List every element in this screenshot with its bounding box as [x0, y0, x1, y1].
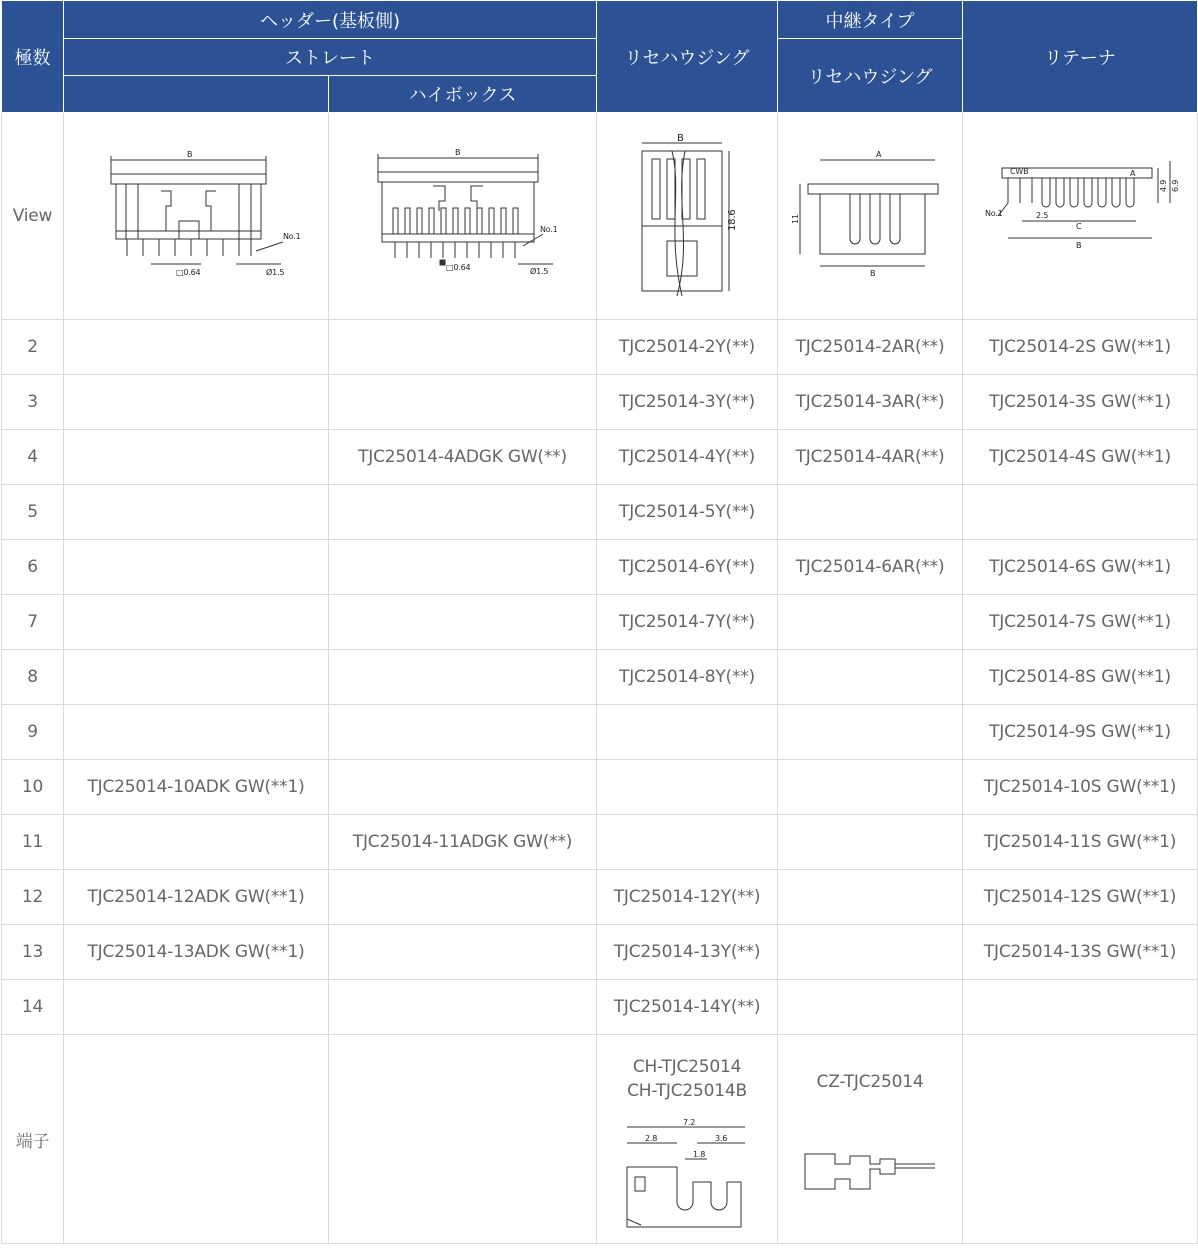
poles-cell: 7	[2, 595, 64, 650]
header-receptacle-housing: リセハウジング	[597, 1, 778, 113]
receptacle-cell	[597, 815, 778, 870]
receptacle-cell: TJC25014-13Y(**)	[597, 925, 778, 980]
relay-cell	[778, 705, 963, 760]
straight-cell	[64, 430, 329, 485]
receptacle-cell: TJC25014-3Y(**)	[597, 375, 778, 430]
straight-cell	[64, 375, 329, 430]
header-relay-receptacle-housing: リセハウジング	[778, 39, 963, 113]
relay-cell	[778, 980, 963, 1035]
table-row	[2, 925, 1198, 980]
hibox-cell	[329, 320, 597, 375]
hibox-cell	[329, 870, 597, 925]
terminal-row	[2, 1035, 1198, 1244]
header-relay-type: 中継タイプ	[778, 1, 963, 39]
hibox-cell	[329, 375, 597, 430]
terminal-dim-right: 3.6	[715, 1134, 728, 1143]
receptacle-housing-drawing	[627, 131, 747, 301]
relay-dim-b-label: B	[870, 269, 876, 278]
straight-cell	[64, 320, 329, 375]
receptacle-cell: TJC25014-12Y(**)	[597, 870, 778, 925]
hibox-cell	[329, 485, 597, 540]
poles-cell: 8	[2, 650, 64, 705]
terminal-retainer-cell	[963, 1035, 1198, 1244]
retainer-cell: TJC25014-2S GW(**1)	[963, 320, 1198, 375]
retainer-height-1-label: 4.9	[1159, 179, 1169, 192]
retainer-drawing-cell	[963, 113, 1198, 320]
table-row	[2, 870, 1198, 925]
relay-cell	[778, 595, 963, 650]
straight-dia-label: Ø1.5	[266, 268, 285, 277]
table-row	[2, 705, 1198, 760]
terminal-receptacle-part-1: CH-TJC25014	[632, 1057, 742, 1077]
hibox-cell: TJC25014-4ADGK GW(**)	[329, 430, 597, 485]
hibox-header-drawing-cell	[329, 113, 597, 320]
receptacle-cell	[597, 760, 778, 815]
hibox-cell	[329, 980, 597, 1035]
retainer-pitch-label: 2.5	[1036, 211, 1049, 220]
hibox-cell	[329, 705, 597, 760]
receptacle-cell: TJC25014-2Y(**)	[597, 320, 778, 375]
straight-header-drawing-cell	[64, 113, 329, 320]
header-board-side: ヘッダー(基板側)	[64, 1, 597, 39]
receptacle-cell	[597, 705, 778, 760]
header-poles: 極数	[2, 1, 64, 113]
straight-square-label: □0.64	[176, 268, 201, 277]
retainer-cell: TJC25014-11S GW(**1)	[963, 815, 1198, 870]
relay-cell	[778, 485, 963, 540]
retainer-cell	[963, 485, 1198, 540]
table-row	[2, 650, 1198, 705]
terminal-dim-total: 7.2	[683, 1119, 696, 1127]
receptacle-dim-b-label: B	[677, 133, 684, 144]
terminal-receptacle-part-2: CH-TJC25014B	[627, 1081, 747, 1101]
view-row	[2, 113, 1198, 320]
hibox-cell: TJC25014-11ADGK GW(**)	[329, 815, 597, 870]
hibox-dim-b-label: B	[454, 148, 460, 157]
straight-cell	[64, 595, 329, 650]
table-row	[2, 320, 1198, 375]
hibox-dia-label: Ø1.5	[529, 267, 548, 276]
relay-cell: TJC25014-2AR(**)	[778, 320, 963, 375]
retainer-dim-b-label: B	[1076, 241, 1082, 250]
retainer-drawing	[980, 156, 1180, 276]
retainer-height-2-label: 6.9	[1171, 179, 1181, 192]
straight-dim-b-label: B	[187, 150, 193, 159]
straight-cell: TJC25014-10ADK GW(**1)	[64, 760, 329, 815]
header-retainer: リテーナ	[963, 1, 1198, 113]
poles-cell: 2	[2, 320, 64, 375]
table-row	[2, 760, 1198, 815]
table-row	[2, 980, 1198, 1035]
relay-height-label: 11	[791, 214, 801, 224]
table-row	[2, 430, 1198, 485]
terminal-dim-left: 2.8	[645, 1134, 658, 1143]
relay-cell: TJC25014-6AR(**)	[778, 540, 963, 595]
relay-cell	[778, 815, 963, 870]
retainer-cell: TJC25014-3S GW(**1)	[963, 375, 1198, 430]
terminal-hibox-cell	[329, 1035, 597, 1244]
relay-dim-a-label: A	[876, 150, 882, 159]
hibox-no1-label: No.1	[539, 225, 558, 234]
retainer-cell: TJC25014-9S GW(**1)	[963, 705, 1198, 760]
receptacle-terminal-drawing	[617, 1119, 757, 1229]
retainer-cell: TJC25014-13S GW(**1)	[963, 925, 1198, 980]
receptacle-cell: TJC25014-4Y(**)	[597, 430, 778, 485]
table-row	[2, 815, 1198, 870]
hibox-square-label: □0.64	[445, 263, 470, 272]
terminal-receptacle-cell	[597, 1035, 778, 1244]
terminal-relay-cell	[778, 1035, 963, 1244]
retainer-cell: TJC25014-6S GW(**1)	[963, 540, 1198, 595]
relay-cell	[778, 760, 963, 815]
poles-cell: 12	[2, 870, 64, 925]
poles-cell: 14	[2, 980, 64, 1035]
straight-cell: TJC25014-12ADK GW(**1)	[64, 870, 329, 925]
hibox-cell	[329, 925, 597, 980]
relay-cell	[778, 925, 963, 980]
receptacle-cell: TJC25014-6Y(**)	[597, 540, 778, 595]
table-row	[2, 375, 1198, 430]
hibox-header-drawing	[358, 146, 568, 286]
relay-receptacle-drawing	[790, 146, 950, 286]
hibox-cell	[329, 595, 597, 650]
straight-cell	[64, 815, 329, 870]
relay-terminal-drawing	[795, 1134, 945, 1214]
straight-cell	[64, 485, 329, 540]
retainer-cell: TJC25014-10S GW(**1)	[963, 760, 1198, 815]
header-hi-box: ハイボックス	[329, 76, 597, 113]
retainer-cell	[963, 980, 1198, 1035]
poles-cell: 9	[2, 705, 64, 760]
retainer-cell: TJC25014-4S GW(**1)	[963, 430, 1198, 485]
view-label: View	[2, 113, 64, 320]
straight-cell: TJC25014-13ADK GW(**1)	[64, 925, 329, 980]
poles-cell: 6	[2, 540, 64, 595]
straight-header-drawing	[91, 146, 301, 286]
retainer-cell: TJC25014-12S GW(**1)	[963, 870, 1198, 925]
receptacle-cell: TJC25014-14Y(**)	[597, 980, 778, 1035]
terminal-dim-small: 1.8	[693, 1150, 706, 1159]
terminal-straight-cell	[64, 1035, 329, 1244]
poles-cell: 3	[2, 375, 64, 430]
terminal-label: 端子	[2, 1035, 64, 1244]
table-row	[2, 595, 1198, 650]
hibox-cell	[329, 540, 597, 595]
poles-cell: 13	[2, 925, 64, 980]
receptacle-cell: TJC25014-7Y(**)	[597, 595, 778, 650]
retainer-cell: TJC25014-8S GW(**1)	[963, 650, 1198, 705]
straight-cell	[64, 540, 329, 595]
relay-cell	[778, 870, 963, 925]
relay-receptacle-drawing-cell	[778, 113, 963, 320]
receptacle-cell: TJC25014-8Y(**)	[597, 650, 778, 705]
retainer-dim-a-label: A	[1130, 169, 1136, 178]
receptacle-cell: TJC25014-5Y(**)	[597, 485, 778, 540]
hibox-cell	[329, 650, 597, 705]
retainer-cell: TJC25014-7S GW(**1)	[963, 595, 1198, 650]
poles-cell: 5	[2, 485, 64, 540]
relay-cell: TJC25014-4AR(**)	[778, 430, 963, 485]
poles-cell: 11	[2, 815, 64, 870]
connector-spec-table	[1, 0, 1198, 1244]
straight-cell	[64, 980, 329, 1035]
relay-cell	[778, 650, 963, 705]
retainer-cwb-label: CWB	[1010, 167, 1029, 176]
retainer-no1-label: No.1	[985, 209, 1003, 218]
table-row	[2, 485, 1198, 540]
straight-cell	[64, 705, 329, 760]
relay-cell: TJC25014-3AR(**)	[778, 375, 963, 430]
straight-no1-label: No.1	[283, 232, 301, 241]
header-straight: ストレート	[64, 39, 597, 76]
receptacle-height-label: 18.6	[727, 209, 739, 231]
receptacle-housing-drawing-cell	[597, 113, 778, 320]
table-row	[2, 540, 1198, 595]
poles-cell: 4	[2, 430, 64, 485]
poles-cell: 10	[2, 760, 64, 815]
retainer-dim-c-label: C	[1076, 222, 1082, 231]
straight-cell	[64, 650, 329, 705]
hibox-cell	[329, 760, 597, 815]
header-straight-blank	[64, 76, 329, 113]
terminal-relay-part: CZ-TJC25014	[816, 1072, 924, 1092]
